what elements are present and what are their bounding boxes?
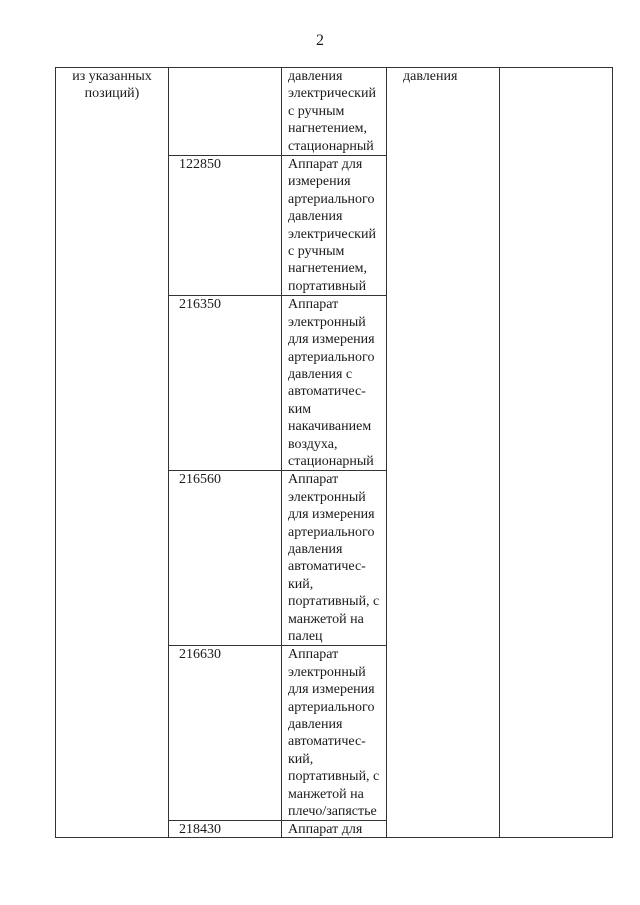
code-text: 216350 xyxy=(179,297,221,313)
name-cell xyxy=(282,821,387,838)
name-cell xyxy=(282,296,387,471)
name-text: Аппарат электронный для измерения артериального давления с автоматичес- ким накачиванием воздуха, стационарный xyxy=(288,297,375,469)
name-text: давления электрический с ручным нагнетением, стационарный xyxy=(288,69,376,154)
code-cell xyxy=(169,646,282,821)
group-label: из указанных позиций) xyxy=(72,69,152,102)
page-number: 2 xyxy=(316,32,324,49)
name-text: Аппарат для измерения артериального давления электрический с ручным нагнетением, портативный xyxy=(288,157,376,294)
name-text: Аппарат электронный для измерения артериального давления автоматичес- кий, портативный, с манжетой на плечо/запястье xyxy=(288,647,380,820)
classification-cell xyxy=(387,68,500,838)
code-cell xyxy=(169,68,282,156)
code-text: 216630 xyxy=(179,647,221,663)
name-text: Аппарат электронный для измерения артериального давления автоматичес- кий, портативный, с манжетой на палец xyxy=(288,472,380,644)
code-text: 122850 xyxy=(179,157,221,173)
name-cell xyxy=(282,471,387,646)
name-text: Аппарат для xyxy=(288,822,363,838)
empty-cell xyxy=(500,68,613,838)
table-row xyxy=(56,68,613,156)
code-cell xyxy=(169,156,282,296)
classification-text: давления xyxy=(403,69,458,84)
code-text: 216560 xyxy=(179,472,221,488)
code-cell xyxy=(169,296,282,471)
registry-table xyxy=(55,67,613,838)
group-label-cell xyxy=(56,68,169,838)
name-cell xyxy=(282,156,387,296)
name-cell xyxy=(282,646,387,821)
code-text: 218430 xyxy=(179,822,221,838)
code-cell xyxy=(169,821,282,838)
name-cell xyxy=(282,68,387,156)
code-cell xyxy=(169,471,282,646)
